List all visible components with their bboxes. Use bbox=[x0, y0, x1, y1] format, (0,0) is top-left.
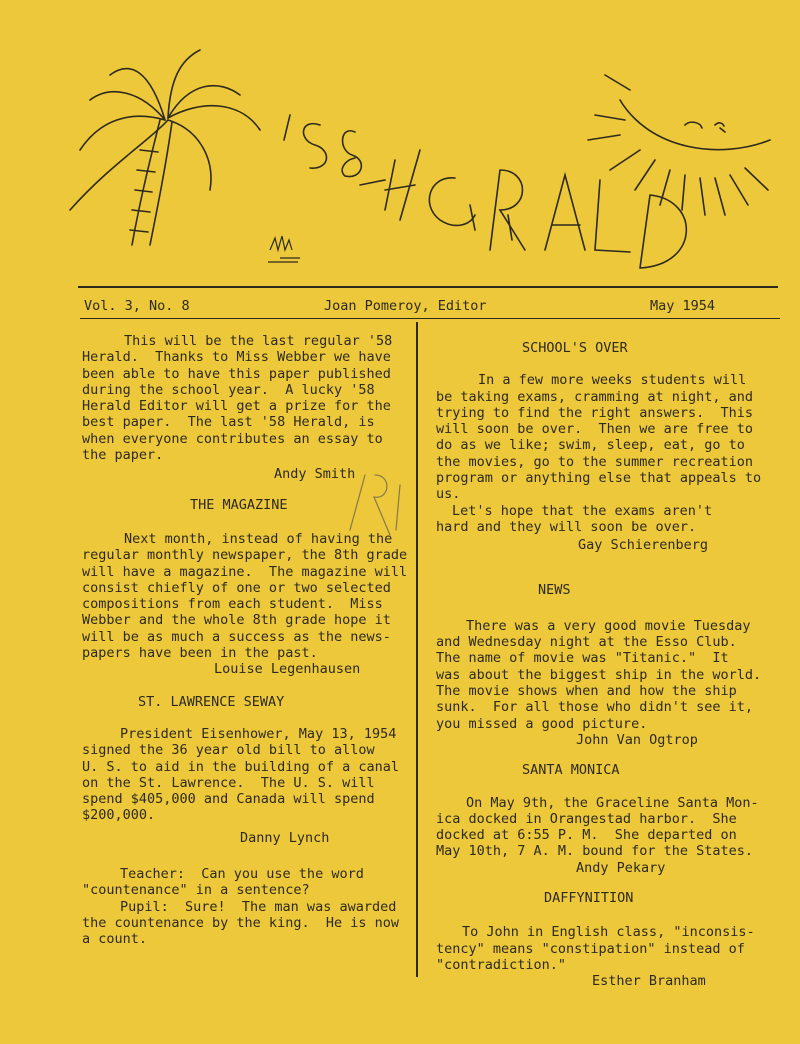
school-heading: SCHOOL'S OVER bbox=[522, 340, 628, 356]
monica-line: ica docked in Orangestad harbor. She bbox=[436, 810, 737, 827]
news-author: John Van Ogtrop bbox=[576, 731, 698, 748]
monica-line: On May 9th, the Graceline Santa Mon- bbox=[466, 794, 759, 811]
news-line: The name of movie was "Titanic." It bbox=[436, 650, 729, 667]
daffynition-heading: DAFFYNITION bbox=[544, 890, 634, 907]
school-line: the movies, go to the summer recreation bbox=[436, 453, 753, 470]
news-line: was about the biggest ship in the world. bbox=[436, 666, 762, 683]
magazine-line: regular monthly newspaper, the 8th grade bbox=[82, 547, 408, 564]
magazine-line: Next month, instead of having the bbox=[124, 530, 393, 547]
intro-line: during the school year. A lucky '58 bbox=[82, 381, 375, 398]
intro-line: when everyone contributes an essay to bbox=[82, 430, 383, 447]
monica-heading: SANTA MONICA bbox=[522, 762, 620, 779]
school-line: will soon be over. Then we are free to bbox=[436, 421, 753, 438]
daffynition-line: "contradiction." bbox=[436, 956, 567, 973]
masthead-rule bbox=[78, 286, 778, 288]
seaway-line: U. S. to aid in the building of a canal bbox=[82, 758, 399, 775]
seaway-heading: ST. LAWRENCE SEWAY bbox=[138, 693, 285, 710]
seaway-line: on the St. Lawrence. The U. S. will bbox=[82, 774, 375, 791]
school-line: In a few more weeks students will bbox=[478, 372, 747, 389]
magazine-line: papers have been in the past. bbox=[82, 645, 318, 662]
info-rule bbox=[80, 318, 780, 319]
column-divider bbox=[416, 322, 418, 977]
intro-author: Andy Smith bbox=[274, 466, 356, 483]
magazine-heading: THE MAGAZINE bbox=[190, 496, 288, 513]
pencil-mark-icon bbox=[330, 455, 450, 545]
seaway-line: President Eisenhower, May 13, 1954 bbox=[120, 725, 397, 742]
intro-line: Herald Editor will get a prize for the bbox=[82, 398, 391, 415]
school-line: program or anything else that appeals to bbox=[436, 470, 762, 487]
news-line: you missed a good picture. bbox=[436, 715, 648, 732]
school-line: be taking exams, cramming at night, and bbox=[436, 388, 753, 405]
magazine-author: Louise Legenhausen bbox=[214, 661, 361, 678]
intro-line: best paper. The last '58 Herald, is bbox=[82, 414, 375, 431]
news-line: There was a very good movie Tuesday bbox=[466, 617, 751, 634]
intro-line: been able to have this paper published bbox=[82, 365, 391, 382]
magazine-line: will have a magazine. The magazine will bbox=[82, 563, 408, 580]
news-heading: NEWS bbox=[538, 581, 571, 598]
issue-date: May 1954 bbox=[650, 298, 716, 314]
school-line: us. bbox=[436, 486, 461, 503]
daffynition-line: To John in English class, "inconsis- bbox=[462, 924, 755, 941]
volume-number: Vol. 3, No. 8 bbox=[84, 298, 190, 314]
monica-line: docked at 6:55 P. M. She departed on bbox=[436, 827, 737, 844]
left-column bbox=[82, 333, 412, 948]
grass-icon bbox=[268, 236, 300, 262]
school-line: trying to find the right answers. This bbox=[436, 404, 753, 421]
school-line: hard and they will soon be over. bbox=[436, 518, 697, 535]
intro-line: Herald. Thanks to Miss Webber we have bbox=[82, 349, 391, 366]
herald-title-lettering bbox=[284, 115, 686, 268]
school-line: do as we like; swim, sleep, eat, go to bbox=[436, 437, 745, 454]
news-line: The movie shows when and how the ship bbox=[436, 683, 737, 700]
magazine-line: compositions from each student. Miss bbox=[82, 596, 383, 613]
joke-line: a count. bbox=[82, 931, 148, 948]
monica-author: Andy Pekary bbox=[576, 859, 666, 876]
joke-line: the countenance by the king. He is now bbox=[82, 914, 399, 931]
magazine-line: will be as much a success as the news- bbox=[82, 628, 391, 645]
monica-line: May 10th, 7 A. M. bound for the States. bbox=[436, 843, 753, 860]
seaway-line: $200,000. bbox=[82, 807, 156, 824]
joke-line: "countenance" in a sentence? bbox=[82, 882, 310, 899]
news-line: and Wednesday night at the Esso Club. bbox=[436, 634, 737, 651]
intro-line: the paper. bbox=[82, 447, 164, 464]
joke-line: Teacher: Can you use the word bbox=[120, 866, 364, 883]
seaway-author: Danny Lynch bbox=[240, 829, 330, 846]
right-column bbox=[436, 340, 781, 990]
editor-name: Joan Pomeroy, Editor bbox=[324, 298, 487, 314]
seaway-line: signed the 36 year old bill to allow bbox=[82, 742, 375, 759]
masthead-illustration bbox=[0, 0, 800, 300]
magazine-line: consist chiefly of one or two selected bbox=[82, 579, 391, 596]
sun-icon bbox=[588, 75, 770, 215]
news-line: sunk. For all those who didn't see it, bbox=[436, 699, 753, 716]
daffynition-line: tency" means "constipation" instead of bbox=[436, 940, 745, 957]
magazine-line: Webber and the whole 8th grade hope it bbox=[82, 612, 391, 629]
school-line: Let's hope that the exams aren't bbox=[452, 502, 713, 519]
seaway-line: spend $405,000 and Canada will spend bbox=[82, 791, 375, 808]
palm-tree-icon bbox=[70, 50, 260, 245]
intro-line: This will be the last regular '58 bbox=[124, 333, 393, 349]
school-author: Gay Schierenberg bbox=[578, 537, 709, 554]
joke-line: Pupil: Sure! The man was awarded bbox=[120, 898, 397, 915]
daffynition-author: Esther Branham bbox=[592, 973, 706, 990]
